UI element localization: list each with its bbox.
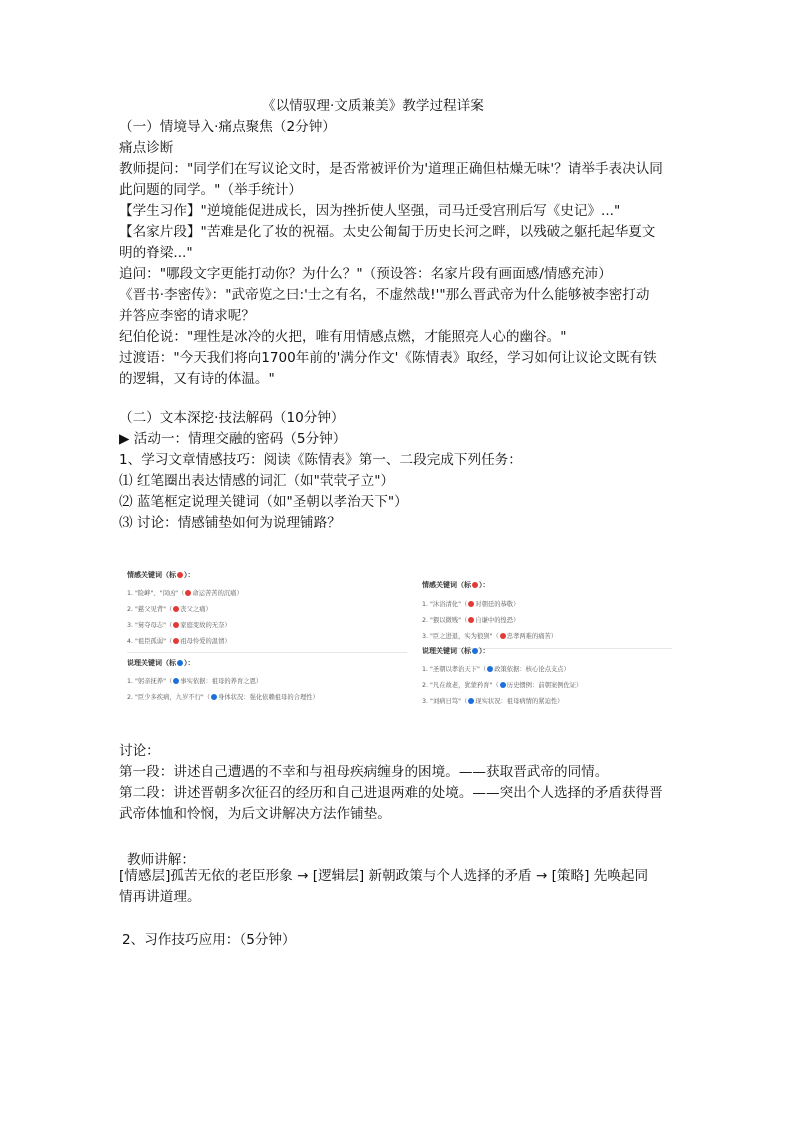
paragraph-line: 《晋书·李密传》："武帝览之曰:'士之有名，不虚然哉!'"那么晋武帝为什么能够被李密打动 bbox=[119, 287, 650, 303]
blue-dot-icon bbox=[177, 660, 183, 666]
reason-keywords-heading: 说理关键词（标 ）： bbox=[422, 647, 490, 655]
discussion-line: 第一段：讲述自己遭遇的不幸和与祖母疾病缠身的困境。——获取晋武帝的同情。 bbox=[119, 764, 609, 780]
paragraph-line: 过渡语："今天我们将向1700年前的'满分作文'《陈情表》取经，学习如何让议论文既有铁 bbox=[119, 350, 657, 366]
red-dot-icon bbox=[500, 633, 506, 639]
task-step: ⑴ 红笔圈出表达情感的词汇（如"茕茕孑立"） bbox=[119, 473, 395, 489]
divider bbox=[127, 652, 407, 653]
red-dot-icon bbox=[173, 622, 179, 628]
blue-dot-icon bbox=[472, 648, 478, 654]
paragraph-line: 此问题的同学。"（举手统计） bbox=[119, 182, 302, 198]
blue-dot-icon bbox=[173, 678, 179, 684]
figure-item: 2. "慈父见背"（ 丧父之痛） bbox=[127, 606, 212, 613]
section1-subheading: 痛点诊断 bbox=[119, 140, 174, 156]
discussion-label: 讨论： bbox=[119, 743, 160, 759]
emotion-keywords-heading: 情感关键词（标 ）： bbox=[422, 581, 490, 589]
paragraph-line: 教师提问："同学们在写议论文时，是否常被评价为'道理正确但枯燥无味'？请举手表决认同 bbox=[119, 161, 663, 177]
teacher-line: [情感层]孤苦无依的老臣形象 → [逻辑层] 新朝政策与个人选择的矛盾 → [策略] 先唤起同 bbox=[119, 868, 649, 884]
paragraph-line: 的逻辑，又有诗的体温。" bbox=[119, 371, 275, 387]
figure-item: 1. "躬亲抚养"（ 事实依据：祖母的养育之恩） bbox=[127, 678, 263, 685]
blue-dot-icon bbox=[211, 694, 217, 700]
figure-item: 2. "凡在故老，犹蒙矜育"（ 历史惯例：前朝案例佐证） bbox=[422, 682, 583, 689]
paragraph-line: 【名家片段】"苦难是化了妆的祝福。太史公匍匐于历史长河之畔，以残破之躯托起华夏文 bbox=[119, 224, 656, 240]
document-title: 《以情驭理·文质兼美》教学过程详案 bbox=[262, 98, 484, 114]
blue-dot-icon bbox=[487, 666, 493, 672]
red-dot-icon bbox=[173, 606, 179, 612]
teacher-line: 情再讲道理。 bbox=[119, 889, 201, 905]
task-step: ⑵ 蓝笔框定说理关键词（如"圣朝以孝治天下"） bbox=[119, 494, 408, 510]
figure-item: 2. "臣少多疾病，九岁不行"（ 身体状况：强化依赖祖母的合理性） bbox=[127, 694, 319, 701]
paragraph-line: 纪伯伦说："理性是冰冷的火把，唯有用情感点燃，才能照亮人心的幽谷。" bbox=[119, 329, 567, 345]
figure-item: 3. "刘病日笃"（ 现实状况：祖母病情的紧迫性） bbox=[422, 698, 564, 705]
teacher-label: 教师讲解： bbox=[127, 852, 195, 868]
blue-dot-icon bbox=[500, 682, 506, 688]
emotion-keywords-heading: 情感关键词（标 ）： bbox=[127, 571, 195, 579]
figure-item: 2. "猥以微贱"（ 自谦中的惶恐） bbox=[422, 617, 520, 624]
task-line: 1、学习文章情感技巧：阅读《陈情表》第一、二段完成下列任务： bbox=[119, 452, 522, 468]
task-step: ⑶ 讨论：情感铺垫如何为说理铺路？ bbox=[119, 515, 341, 531]
figure-item: 3. "舅夺母志"（ 家庭变故的无奈） bbox=[127, 622, 231, 629]
red-dot-icon bbox=[177, 572, 183, 578]
figure-item: 1. "险衅"、"闵凶"（ 命运苦苦的沉痛） bbox=[127, 590, 243, 597]
paragraph-line: 并答应李密的请求呢？ bbox=[119, 308, 255, 324]
figure-item: 1. "沐浴清化"（ 对朝廷的恭敬） bbox=[422, 601, 520, 608]
figure-item: 1. "圣朝以孝治天下"（ 政策依据：核心论点支点） bbox=[422, 666, 570, 673]
red-dot-icon bbox=[468, 601, 474, 607]
paragraph-line: 追问："哪段文字更能打动你？为什么？"（预设答：名家片段有画面感/情感充沛） bbox=[119, 266, 612, 282]
red-dot-icon bbox=[173, 638, 179, 644]
activity-heading: ▶ 活动一：情理交融的密码（5分钟） bbox=[119, 431, 347, 447]
blue-dot-icon bbox=[468, 698, 474, 704]
red-dot-icon bbox=[185, 590, 191, 596]
discussion-line: 武帝体恤和怜悯，为后文讲解决方法作铺垫。 bbox=[119, 806, 391, 822]
figure-item: 3. "臣之进退，实为狼狈"（ 忠孝两难的痛苦） bbox=[422, 633, 558, 640]
red-dot-icon bbox=[468, 617, 474, 623]
reason-keywords-heading: 说理关键词（标 ）： bbox=[127, 659, 195, 667]
discussion-line: 第二段：讲述晋朝多次征召的经历和自己进退两难的处境。——突出个人选择的矛盾获得晋 bbox=[119, 785, 663, 801]
figure-item: 4. "祖臣孤弱"（ 祖母怜爱的温情） bbox=[127, 638, 231, 645]
section2-heading: （二）文本深挖·技法解码（10分钟） bbox=[119, 410, 345, 426]
keyword-figure bbox=[120, 566, 680, 716]
red-dot-icon bbox=[472, 582, 478, 588]
step2-heading: 2、习作技巧应用：（5分钟） bbox=[122, 932, 296, 948]
paragraph-line: 【学生习作】"逆境能促进成长，因为挫折使人坚强，司马迁受宫刑后写《史记》..." bbox=[119, 203, 621, 219]
section1-heading: （一）情境导入·痛点聚焦（2分钟） bbox=[119, 119, 336, 135]
paragraph-line: 明的脊梁..." bbox=[119, 245, 193, 261]
